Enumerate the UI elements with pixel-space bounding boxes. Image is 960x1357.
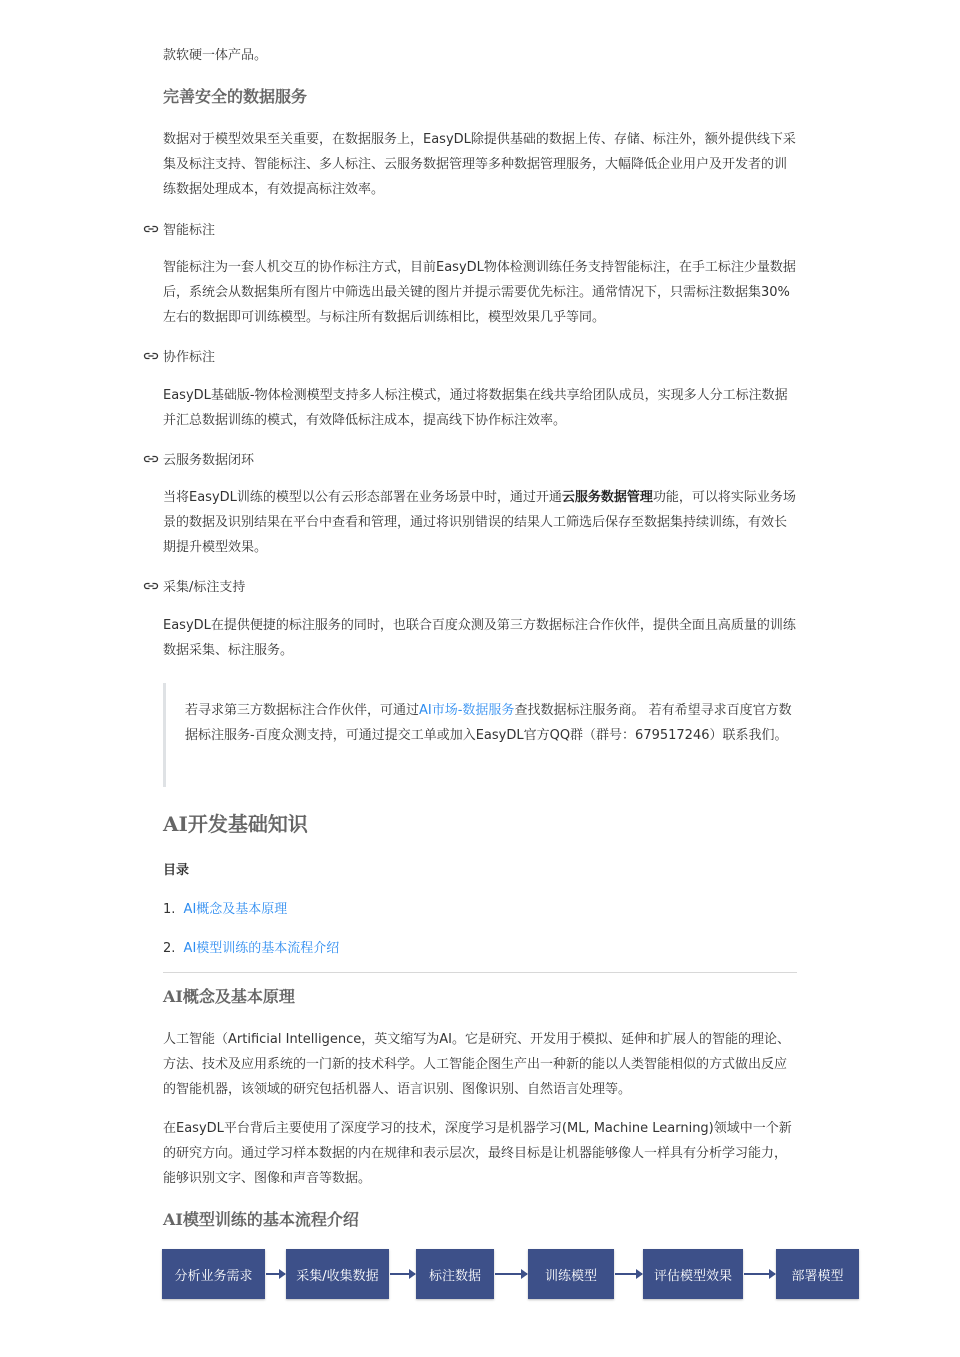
toc-link-training-flow[interactable]: AI模型训练的基本流程介绍	[183, 941, 340, 956]
ai-market-data-service-link[interactable]: AI市场-数据服务	[419, 703, 515, 718]
toc-item	[163, 898, 287, 917]
toc-number: 1.	[163, 902, 176, 917]
section-title-ai-basics: AI开发基础知识	[163, 812, 308, 836]
cloud-loop-text-part: 当将EasyDL训练的模型以公有云形态部署在业务场景中时，通过开通	[163, 490, 562, 505]
collect-label-text: EasyDL在提供便捷的标注服务的同时，也联合百度众测及第三方数据标注合作伙伴，提供全面且高质量的训练数据采集、标注服务。	[163, 618, 796, 658]
ai-concept-paragraph-2: 在EasyDL平台背后主要使用了深度学习的技术，深度学习是机器学习(ML, Machine Learning)领域中一个新的研究方向。通过学习样本数据的内在规律和表示层次，最终目标是让机器能够像人一样具有分析学习能力，能够识别文字、图像和声音等数据。	[163, 1121, 792, 1186]
toc-number: 2.	[163, 941, 176, 956]
toc-link-ai-concept[interactable]: AI概念及基本原理	[183, 902, 288, 917]
divider	[163, 972, 797, 973]
heading-collab-label[interactable]	[143, 346, 215, 365]
blockquote-text-part: 查找数据标注服务商。 若有希望寻求百度官方数据标注服务-百度众测支持，可通过提交工单或加入EasyDL官方QQ群（群号：679517246）联系我们。	[185, 703, 792, 743]
info-blockquote	[163, 683, 800, 787]
section-title-ai-concept: AI概念及基本原理	[163, 987, 295, 1006]
data-service-intro: 数据对于模型效果至关重要，在数据服务上，EasyDL除提供基础的数据上传、存储、标注外，额外提供线下采集及标注支持、智能标注、多人标注、云服务数据管理等多种数据管理服务，大幅降低企业用户及开发者的训练数据处理成本，有效提高标注效率。	[163, 132, 796, 197]
cloud-loop-text	[163, 485, 797, 560]
flow-arrow	[615, 1273, 642, 1275]
flow-arrow	[390, 1273, 415, 1275]
heading-cloud-loop[interactable]	[143, 449, 254, 468]
flow-step-evaluate-model: 评估模型效果	[643, 1249, 743, 1299]
collab-label-text: EasyDL基础版-物体检测模型支持多人标注模式，通过将数据集在线共享给团队成员，实现多人分工标注数据并汇总数据训练的模式，有效降低标注成本，提高线下协作标注效率。	[163, 388, 788, 428]
heading-cloud-loop-text: 云服务数据闭环	[163, 453, 255, 468]
training-flow-diagram	[162, 1249, 862, 1299]
link-icon	[143, 222, 159, 236]
heading-smart-label-text: 智能标注	[163, 223, 216, 238]
toc-item	[163, 937, 339, 956]
link-icon	[143, 579, 159, 593]
ai-concept-paragraph-1: 人工智能（Artificial Intelligence，英文缩写为AI。它是研究、开发用于模拟、延伸和扩展人的智能的理论、方法、技术及应用系统的一门新的技术科学。人工智能企图生产出一种新的能以人类智能相似的方式做出反应的智能机器，该领域的研究包括机器人、语言识别、图像识别、自然语言处理等。	[163, 1032, 790, 1097]
toc-title: 目录	[163, 863, 190, 878]
smart-label-text: 智能标注为一套人机交互的协作标注方式，目前EasyDL物体检测训练任务支持智能标注，在手工标注少量数据后，系统会从数据集所有图片中筛选出最关键的图片并提示需要优先标注。通常情况下，只需标注数据集30%左右的数据即可训练模型。与标注所有数据后训练相比，模型效果几乎等同。	[163, 260, 796, 325]
flow-step-deploy-model: 部署模型	[776, 1249, 859, 1299]
flow-step-analyze-requirements: 分析业务需求	[162, 1249, 265, 1299]
cloud-loop-text-part: 功能，可以将实际业务场景的数据及识别结果在平台中查看和管理，通过将识别错误的结果人工筛选后保存至数据集持续训练，有效长期提升模型效果。	[163, 490, 796, 555]
intro-tail-text: 款软硬一体产品。	[163, 48, 268, 63]
flow-step-train-model: 训练模型	[528, 1249, 614, 1299]
heading-collect-label-text: 采集/标注支持	[163, 580, 246, 595]
heading-smart-label[interactable]	[143, 219, 215, 238]
cloud-data-management-bold: 云服务数据管理	[561, 490, 653, 505]
blockquote-text-part: 若寻求第三方数据标注合作伙伴，可通过	[185, 703, 420, 718]
blockquote-text	[185, 698, 795, 748]
flow-arrow	[495, 1273, 527, 1275]
heading-collect-label[interactable]	[143, 576, 245, 595]
heading-collab-label-text: 协作标注	[163, 350, 216, 365]
flow-step-collect-data: 采集/收集数据	[286, 1249, 389, 1299]
flow-arrow	[266, 1273, 285, 1275]
flow-arrow	[744, 1273, 775, 1275]
section-title-data-service: 完善安全的数据服务	[163, 87, 308, 106]
link-icon	[143, 452, 159, 466]
section-title-training-flow: AI模型训练的基本流程介绍	[163, 1210, 359, 1229]
flow-step-label-data: 标注数据	[416, 1249, 494, 1299]
link-icon	[143, 349, 159, 363]
